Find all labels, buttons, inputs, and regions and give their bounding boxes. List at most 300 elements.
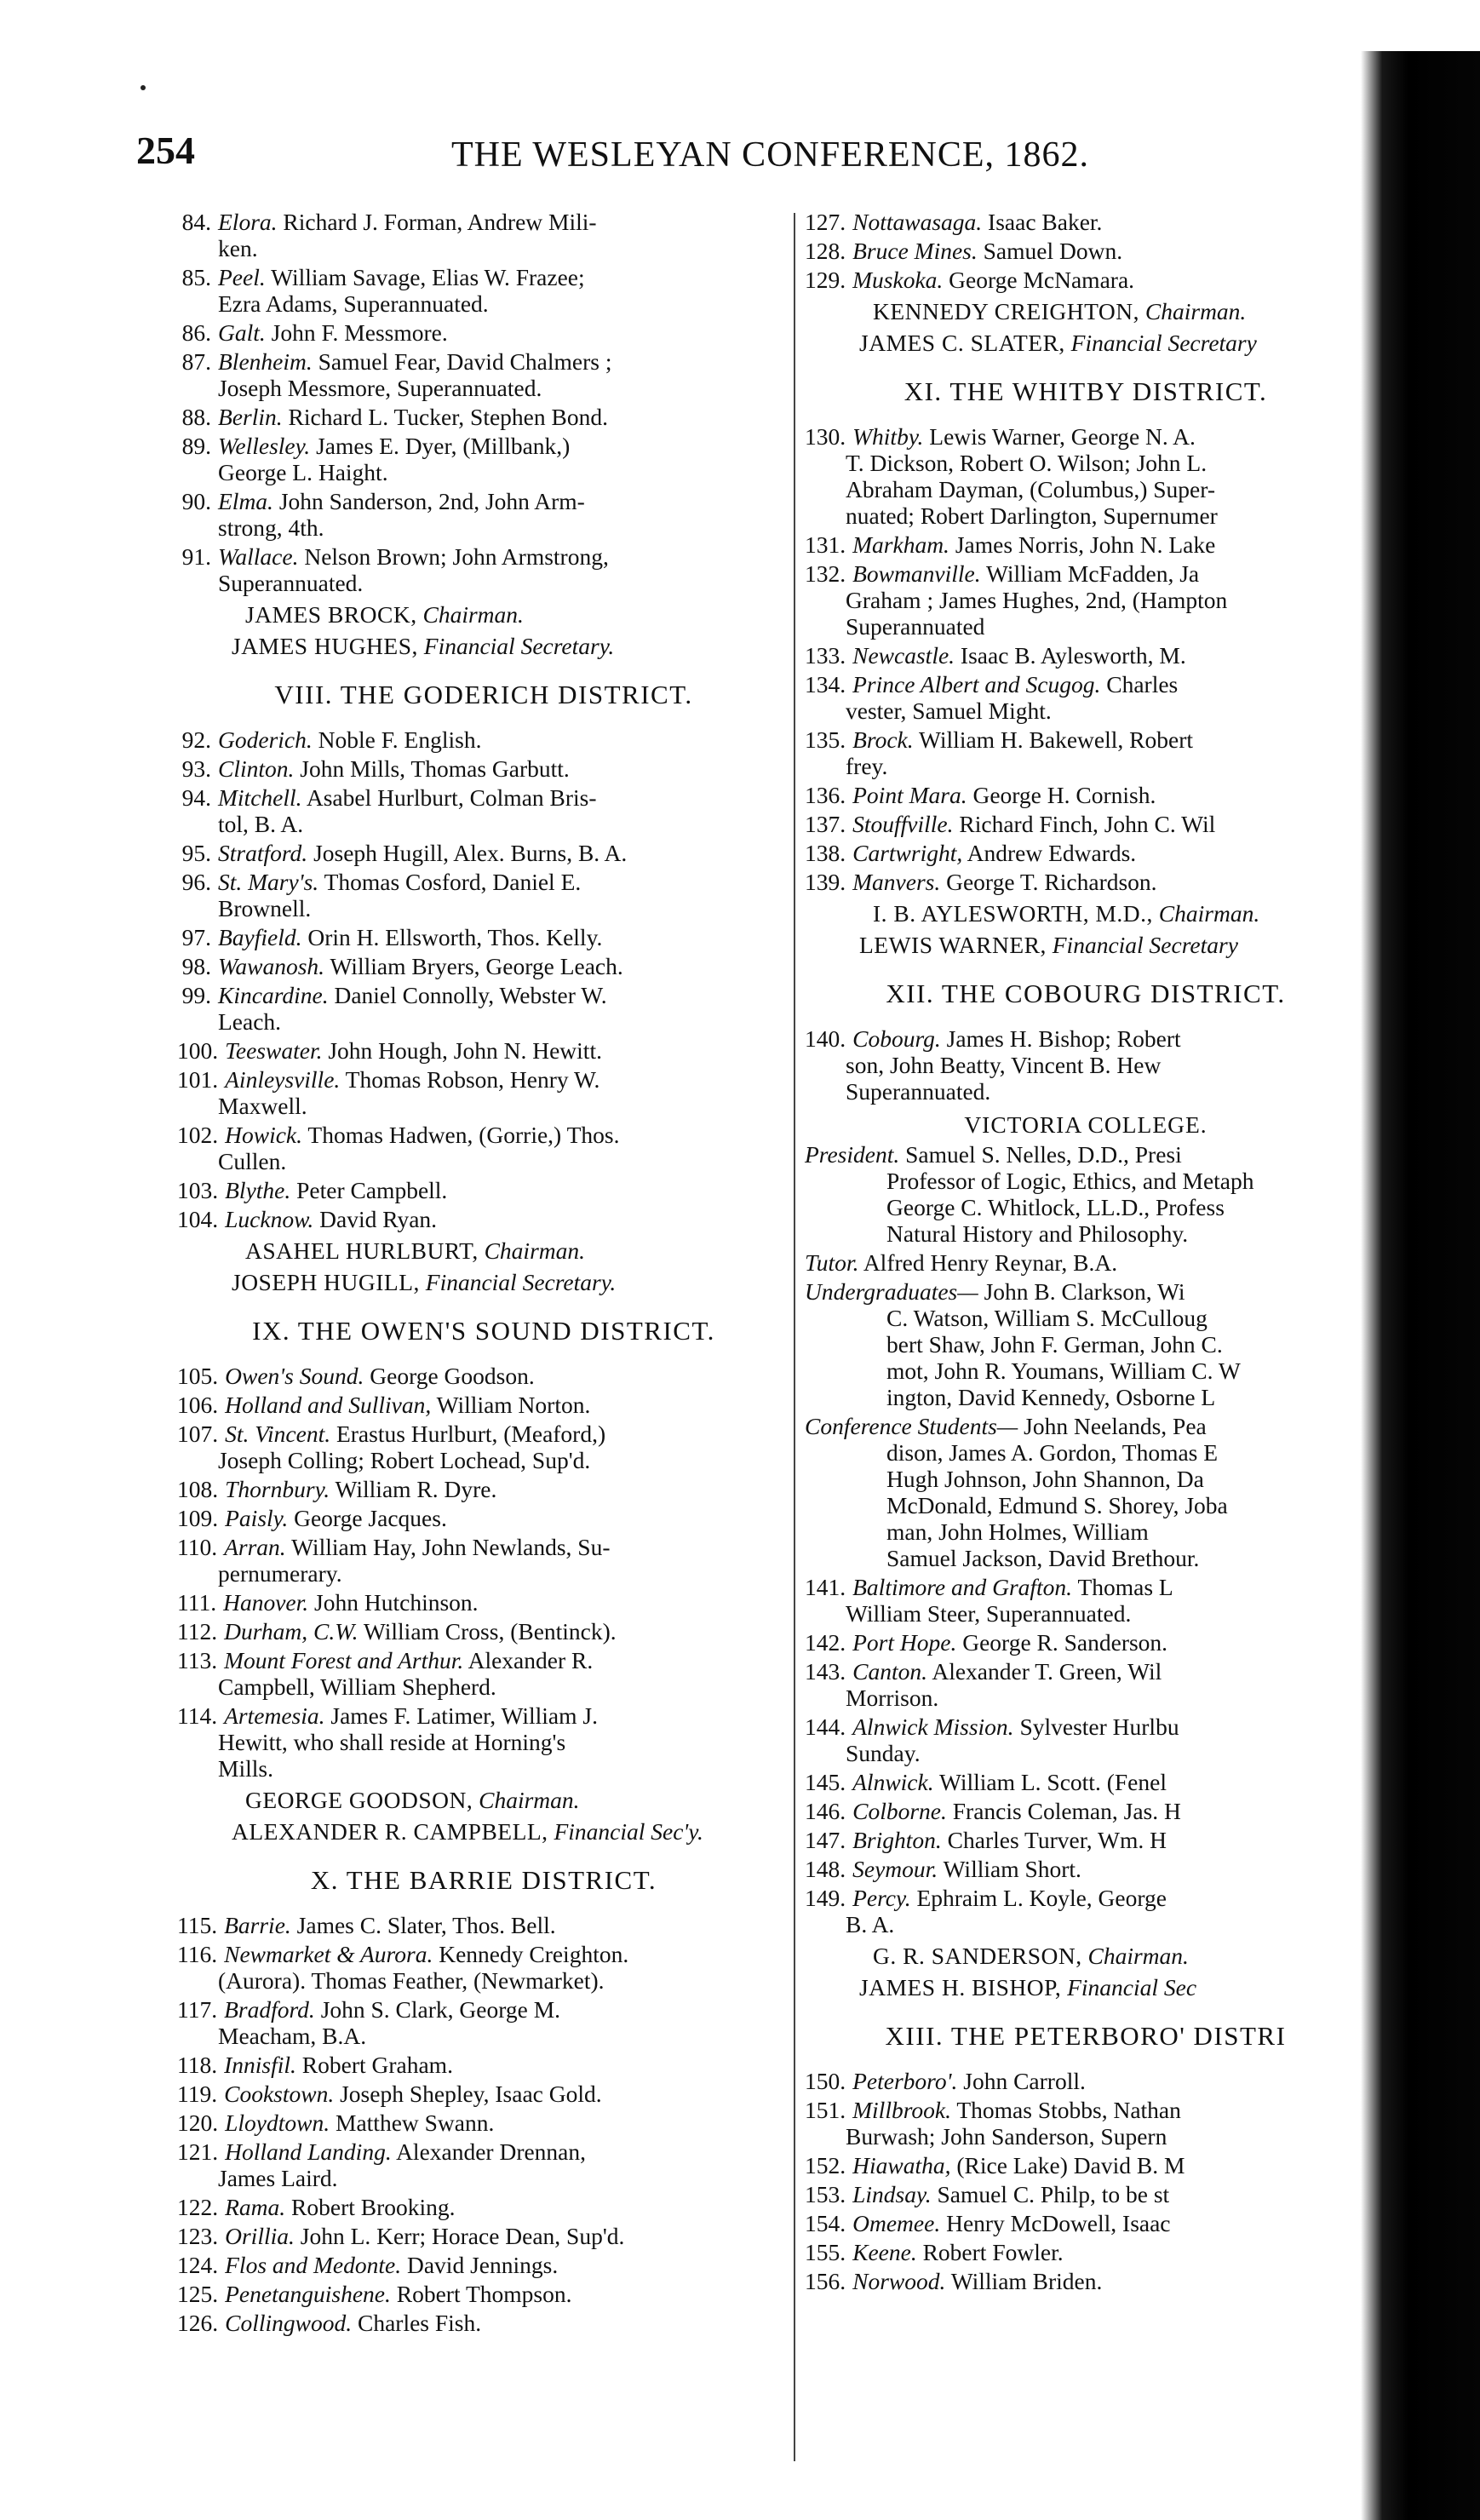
circuit-continuation: nuated; Robert Darlington, Supernumer — [846, 502, 1218, 529]
circuit-line — [805, 840, 1136, 866]
circuit-number: 106. — [177, 1392, 219, 1418]
circuit-line — [805, 726, 1193, 753]
circuit-entry — [177, 2194, 790, 2220]
circuit-entry — [805, 1574, 1367, 1627]
circuit-ministers: Joseph Shepley, Isaac Gold. — [340, 2081, 602, 2107]
circuit-number: 86. — [181, 319, 211, 346]
circuit-line — [177, 209, 597, 235]
officer-name: ALEXANDER R. CAMPBELL, — [232, 1818, 548, 1845]
circuit-continuation: pernumerary. — [218, 1560, 342, 1587]
circuit-entry — [177, 2110, 790, 2136]
circuit-number: 93. — [181, 755, 211, 782]
circuit-line — [805, 2268, 1102, 2294]
circuit-ministers: John Hutchinson. — [314, 1589, 479, 1616]
circuit-continuation: Superannuated — [846, 613, 985, 640]
circuit-continuation: vester, Samuel Might. — [846, 697, 1052, 724]
circuit-entry — [177, 953, 790, 979]
officer-role: Financial Sec'y. — [554, 1818, 703, 1845]
circuit-entry — [805, 1629, 1367, 1656]
circuit-entry — [177, 543, 790, 596]
circuit-entry — [177, 755, 790, 782]
officer-role: Financial Secretary — [1070, 330, 1257, 356]
circuit-place: Omemee. — [852, 2210, 941, 2236]
circuit-place: Hanover. — [223, 1589, 309, 1616]
circuit-entry — [805, 2181, 1367, 2207]
circuit-number: 96. — [181, 869, 211, 895]
circuit-ministers: George H. Cornish. — [972, 782, 1156, 808]
circuit-place: Newmarket & Aurora. — [224, 1941, 433, 1967]
circuit-line — [177, 319, 448, 346]
circuit-number: 143. — [805, 1658, 846, 1685]
right-column — [805, 209, 1367, 2297]
circuit-line — [805, 1769, 1167, 1795]
college-continuation: Natural History and Philosophy. — [886, 1220, 1189, 1247]
officer-name: G. R. SANDERSON, — [873, 1943, 1082, 1969]
officer-name: JAMES HUGHES, — [232, 633, 418, 659]
circuit-ministers: Charles Turver, Wm. H — [947, 1827, 1167, 1853]
circuit-number: 133. — [805, 642, 846, 669]
officer-role: Financial Secretary. — [425, 1269, 617, 1295]
circuit-ministers: Richard J. Forman, Andrew Mili- — [283, 209, 597, 235]
circuit-continuation: strong, 4th. — [218, 514, 324, 541]
circuit-line — [177, 1912, 556, 1938]
circuit-continuation: Graham ; James Hughes, 2nd, (Hampton — [846, 587, 1228, 613]
circuit-entry — [177, 209, 790, 261]
circuit-place: Hiawatha, — [852, 2152, 951, 2178]
circuit-entry — [805, 238, 1367, 264]
circuit-number: 138. — [805, 840, 846, 866]
circuit-line — [177, 924, 602, 950]
circuit-line — [177, 1363, 535, 1389]
circuit-place: Manvers. — [852, 869, 941, 895]
college-continuation: Professor of Logic, Ethics, and Metaph — [886, 1168, 1254, 1194]
college-role: Tutor. — [805, 1249, 859, 1276]
circuit-line — [177, 982, 607, 1008]
circuit-ministers: William R. Dyre. — [335, 1476, 497, 1502]
circuit-line — [805, 1713, 1179, 1740]
circuit-number: 136. — [805, 782, 846, 808]
circuit-continuation: frey. — [846, 753, 888, 779]
district-officer — [177, 1787, 790, 1813]
circuit-ministers: Noble F. English. — [318, 726, 482, 753]
circuit-place: Brock. — [852, 726, 914, 753]
district-officer — [805, 1943, 1367, 1969]
circuit-entry — [177, 1505, 790, 1531]
circuit-line — [177, 2281, 571, 2307]
circuit-ministers: Robert Graham. — [301, 2052, 453, 2078]
circuit-number: 113. — [177, 1647, 218, 1673]
college-names: Alfred Henry Reynar, B.A. — [863, 1249, 1118, 1276]
circuit-line — [805, 1798, 1181, 1824]
circuit-ministers: Thomas Hadwen, (Gorrie,) Thos. — [307, 1122, 620, 1148]
circuit-number: 100. — [177, 1037, 219, 1064]
circuit-entry — [805, 1798, 1367, 1824]
district-officer — [177, 601, 790, 628]
circuit-number: 104. — [177, 1206, 219, 1232]
circuit-place: Bradford. — [224, 1996, 315, 2023]
circuit-ministers: David Jennings. — [406, 2252, 559, 2278]
circuit-continuation: Meacham, B.A. — [218, 2023, 367, 2049]
circuit-line — [805, 811, 1215, 837]
circuit-ministers: Isaac B. Aylesworth, M. — [960, 642, 1186, 669]
circuit-place: Elora. — [218, 209, 278, 235]
circuit-entry — [805, 423, 1367, 529]
circuit-continuation: Superannuated. — [846, 1078, 991, 1105]
district-officer — [805, 298, 1367, 324]
circuit-line — [177, 2310, 481, 2336]
ink-speck — [141, 85, 146, 90]
college-names: Samuel S. Nelles, D.D., Presi — [905, 1141, 1182, 1168]
circuit-ministers: Thomas L — [1077, 1574, 1173, 1600]
circuit-place: Peterboro'. — [852, 2068, 958, 2094]
circuit-continuation: Brownell. — [218, 895, 312, 921]
circuit-number: 101. — [177, 1066, 219, 1093]
circuit-ministers: John Carroll. — [963, 2068, 1086, 2094]
circuit-number: 131. — [805, 531, 846, 558]
circuit-place: Millbrook. — [852, 2097, 951, 2123]
circuit-place: Lloydtown. — [225, 2110, 330, 2136]
circuit-number: 129. — [805, 267, 846, 293]
circuit-entry — [177, 840, 790, 866]
circuit-entry — [177, 1206, 790, 1232]
college-entry — [805, 1413, 1367, 1571]
circuit-number: 152. — [805, 2152, 846, 2178]
circuit-line — [177, 1996, 560, 2023]
officer-name: LEWIS WARNER, — [859, 932, 1047, 958]
district-officer — [805, 1974, 1367, 2001]
college-entry — [805, 1141, 1367, 1247]
college-names: John B. Clarkson, Wi — [984, 1278, 1185, 1305]
district-heading: X. THE BARRIE DISTRICT. — [310, 1865, 657, 1895]
officer-name: JAMES C. SLATER, — [859, 330, 1065, 356]
circuit-line — [177, 1702, 598, 1729]
district-officer — [805, 932, 1367, 958]
circuit-place: Baltimore and Grafton. — [852, 1574, 1073, 1600]
circuit-ministers: William Bryers, George Leach. — [330, 953, 623, 979]
circuit-ministers: Andrew Edwards. — [967, 840, 1137, 866]
circuit-number: 141. — [805, 1574, 846, 1600]
circuit-place: Kincardine. — [218, 982, 329, 1008]
circuit-continuation: Joseph Messmore, Superannuated. — [218, 375, 542, 401]
district-officer — [805, 330, 1367, 356]
circuit-line — [177, 433, 570, 459]
circuit-line — [177, 1122, 619, 1148]
circuit-entry — [177, 869, 790, 921]
circuit-number: 107. — [177, 1421, 219, 1447]
circuit-place: Port Hope. — [852, 1629, 957, 1656]
circuit-place: Bowmanville. — [852, 560, 981, 587]
district-heading: XI. THE WHITBY DISTRICT. — [903, 376, 1268, 406]
circuit-continuation: Superannuated. — [218, 570, 364, 596]
circuit-number: 135. — [805, 726, 846, 753]
college-role: Conference Students— — [805, 1413, 1018, 1439]
circuit-continuation: Hewitt, who shall reside at Horning's — [218, 1729, 566, 1755]
circuit-place: Artemesia. — [224, 1702, 325, 1729]
circuit-ministers: Alexander Drennan, — [396, 2138, 587, 2165]
circuit-entry — [177, 1363, 790, 1389]
circuit-continuation: William Steer, Superannuated. — [846, 1600, 1132, 1627]
circuit-entry — [177, 404, 790, 430]
circuit-ministers: Richard L. Tucker, Stephen Bond. — [288, 404, 608, 430]
circuit-place: Holland and Sullivan, — [225, 1392, 432, 1418]
circuit-line — [177, 2194, 456, 2220]
circuit-line — [805, 2239, 1064, 2265]
circuit-place: Wawanosh. — [218, 953, 325, 979]
officer-name: KENNEDY CREIGHTON, — [873, 298, 1140, 324]
circuit-entry — [805, 1025, 1367, 1105]
circuit-number: 139. — [805, 869, 846, 895]
circuit-ministers: George T. Richardson. — [946, 869, 1157, 895]
circuit-ministers: Isaac Baker. — [988, 209, 1103, 235]
circuit-entry — [177, 2281, 790, 2307]
circuit-ministers: William Short. — [943, 1856, 1081, 1882]
circuit-entry — [805, 2268, 1367, 2294]
circuit-number: 112. — [177, 1618, 218, 1645]
circuit-number: 115. — [177, 1912, 218, 1938]
circuit-place: Norwood. — [852, 2268, 946, 2294]
circuit-place: Cobourg. — [852, 1025, 941, 1052]
circuit-number: 155. — [805, 2239, 846, 2265]
district-heading: VIII. THE GODERICH DISTRICT. — [274, 680, 693, 709]
circuit-line — [177, 1941, 628, 1967]
circuit-line — [177, 1421, 605, 1447]
circuit-place: Lindsay. — [852, 2181, 932, 2207]
circuit-entry — [177, 1122, 790, 1174]
circuit-line — [177, 404, 608, 430]
circuit-line — [805, 2068, 1086, 2094]
circuit-ministers: William L. Scott. (Fenel — [938, 1769, 1167, 1795]
circuit-ministers: Samuel Down. — [983, 238, 1123, 264]
circuit-line — [805, 267, 1134, 293]
circuit-ministers: William Hay, John Newlands, Su- — [291, 1534, 611, 1560]
circuit-ministers: Francis Coleman, Jas. H — [952, 1798, 1181, 1824]
district-heading: XII. THE COBOURG DISTRICT. — [886, 979, 1286, 1008]
circuit-number: 130. — [805, 423, 846, 450]
circuit-place: Cookstown. — [224, 2081, 335, 2107]
circuit-place: Owen's Sound. — [225, 1363, 364, 1389]
circuit-place: Rama. — [225, 2194, 286, 2220]
circuit-line — [177, 784, 597, 811]
circuit-place: Arran. — [224, 1534, 286, 1560]
circuit-line — [805, 671, 1178, 697]
circuit-number: 156. — [805, 2268, 846, 2294]
circuit-number: 98. — [181, 953, 211, 979]
circuit-place: Alnwick Mission. — [852, 1713, 1014, 1740]
circuit-continuation: son, John Beatty, Vincent B. Hew — [846, 1052, 1162, 1078]
circuit-place: Point Mara. — [852, 782, 967, 808]
circuit-entry — [177, 2223, 790, 2249]
circuit-line — [177, 264, 585, 290]
circuit-continuation: George L. Haight. — [218, 459, 388, 485]
circuit-number: 119. — [177, 2081, 218, 2107]
circuit-line — [177, 2223, 624, 2249]
circuit-entry — [805, 1713, 1367, 1766]
circuit-place: Collingwood. — [225, 2310, 353, 2336]
circuit-entry — [177, 1177, 790, 1203]
circuit-line — [805, 642, 1186, 669]
circuit-entry — [177, 1647, 790, 1700]
circuit-ministers: Charles — [1106, 671, 1179, 697]
circuit-line — [177, 488, 585, 514]
circuit-entry — [805, 531, 1367, 558]
college-continuation: bert Shaw, John F. German, John C. — [886, 1331, 1223, 1358]
circuit-entry — [805, 869, 1367, 895]
circuit-entry — [805, 1769, 1367, 1795]
circuit-entry — [177, 1476, 790, 1502]
circuit-entry — [177, 1618, 790, 1645]
circuit-entry — [805, 811, 1367, 837]
running-title: THE WESLEYAN CONFERENCE, 1862. — [451, 135, 1090, 175]
circuit-number: 105. — [177, 1363, 219, 1389]
circuit-number: 109. — [177, 1505, 219, 1531]
circuit-place: Teeswater. — [225, 1037, 323, 1064]
circuit-number: 137. — [805, 811, 846, 837]
circuit-line — [177, 869, 581, 895]
circuit-line — [805, 1856, 1081, 1882]
circuit-line — [805, 1885, 1167, 1911]
officer-name: ASAHEL HURLBURT, — [245, 1237, 479, 1264]
circuit-number: 145. — [805, 1769, 846, 1795]
circuit-place: Berlin. — [218, 404, 283, 430]
circuit-ministers: (Rice Lake) David B. M — [956, 2152, 1185, 2178]
district-officer — [177, 1237, 790, 1264]
circuit-line — [805, 531, 1215, 558]
left-column — [177, 209, 790, 2339]
circuit-continuation: tol, B. A. — [218, 811, 304, 837]
circuit-entry — [177, 1392, 790, 1418]
circuit-entry — [805, 1658, 1367, 1711]
circuit-entry — [805, 2068, 1367, 2094]
circuit-ministers: Thomas Stobbs, Nathan — [956, 2097, 1181, 2123]
circuit-line — [177, 755, 570, 782]
circuit-ministers: Daniel Connolly, Webster W. — [334, 982, 607, 1008]
circuit-line — [805, 423, 1196, 450]
circuit-place: Barrie. — [224, 1912, 291, 1938]
circuit-place: Blenheim. — [218, 348, 313, 375]
circuit-line — [805, 1827, 1167, 1853]
circuit-number: 142. — [805, 1629, 846, 1656]
circuit-entry — [177, 784, 790, 837]
college-continuation: George C. Whitlock, LL.D., Profess — [886, 1194, 1225, 1220]
circuit-line — [177, 1206, 437, 1232]
circuit-continuation: Leach. — [218, 1008, 282, 1035]
circuit-place: Stratford. — [218, 840, 308, 866]
circuit-place: Ainleysville. — [225, 1066, 341, 1093]
circuit-line — [805, 2152, 1185, 2178]
circuit-place: Colborne. — [852, 1798, 947, 1824]
circuit-entry — [177, 348, 790, 401]
circuit-line — [805, 560, 1199, 587]
circuit-line — [805, 2210, 1171, 2236]
circuit-place: Keene. — [852, 2239, 917, 2265]
circuit-number: 118. — [177, 2052, 218, 2078]
circuit-number: 91. — [181, 543, 211, 570]
district-officer — [805, 900, 1367, 927]
circuit-ministers: Nelson Brown; John Armstrong, — [304, 543, 609, 570]
circuit-place: Penetanguishene. — [225, 2281, 391, 2307]
circuit-line — [177, 348, 611, 375]
circuit-entry — [805, 2097, 1367, 2150]
officer-role: Chairman. — [1087, 1943, 1189, 1969]
college-heading: VICTORIA COLLEGE. — [964, 1111, 1208, 1138]
circuit-continuation: Campbell, William Shepherd. — [218, 1673, 496, 1700]
circuit-line — [177, 953, 623, 979]
circuit-ministers: Robert Brooking. — [291, 2194, 456, 2220]
circuit-line — [177, 1505, 447, 1531]
circuit-line — [177, 1647, 593, 1673]
circuit-place: Goderich. — [218, 726, 313, 753]
circuit-ministers: George McNamara. — [949, 267, 1135, 293]
circuit-continuation: Ezra Adams, Superannuated. — [218, 290, 489, 317]
college-continuation: mot, John R. Youmans, William C. W — [886, 1358, 1241, 1384]
circuit-ministers: Thomas Robson, Henry W. — [345, 1066, 600, 1093]
circuit-number: 95. — [181, 840, 211, 866]
circuit-entry — [805, 1827, 1367, 1853]
circuit-place: Lucknow. — [225, 1206, 314, 1232]
circuit-number: 103. — [177, 1177, 219, 1203]
circuit-ministers: James F. Latimer, William J. — [330, 1702, 598, 1729]
circuit-place: Orillia. — [225, 2223, 295, 2249]
circuit-number: 94. — [181, 784, 211, 811]
circuit-ministers: William McFadden, Ja — [985, 560, 1200, 587]
circuit-number: 144. — [805, 1713, 846, 1740]
circuit-entry — [805, 840, 1367, 866]
circuit-entry — [177, 433, 790, 485]
circuit-entry — [805, 726, 1367, 779]
page-number: 254 — [136, 129, 195, 172]
circuit-place: Canton. — [852, 1658, 927, 1685]
binding-shadow — [1361, 51, 1480, 2520]
circuit-ministers: Robert Fowler. — [922, 2239, 1064, 2265]
circuit-place: Innisfil. — [224, 2052, 296, 2078]
circuit-ministers: George Goodson. — [370, 1363, 535, 1389]
column-divider — [794, 213, 795, 2461]
college-entry — [805, 1278, 1367, 1410]
circuit-ministers: Erastus Hurlburt, (Meaford,) — [336, 1421, 606, 1447]
circuit-ministers: Samuel C. Philp, to be st — [937, 2181, 1170, 2207]
college-continuation: C. Watson, William S. McCulloug — [886, 1305, 1208, 1331]
circuit-place: Whitby. — [852, 423, 924, 450]
circuit-number: 108. — [177, 1476, 219, 1502]
circuit-ministers: George Jacques. — [294, 1505, 447, 1531]
circuit-number: 117. — [177, 1996, 218, 2023]
circuit-ministers: Matthew Swann. — [336, 2110, 495, 2136]
college-continuation: Hugh Johnson, John Shannon, Da — [886, 1466, 1204, 1492]
officer-role: Chairman. — [479, 1787, 580, 1813]
circuit-place: Howick. — [225, 1122, 303, 1148]
officer-name: JOSEPH HUGILL, — [232, 1269, 420, 1295]
circuit-ministers: Kennedy Creighton. — [439, 1941, 629, 1967]
circuit-entry — [805, 2152, 1367, 2178]
circuit-continuation: Burwash; John Sanderson, Supern — [846, 2123, 1167, 2150]
college-names: John Neelands, Pea — [1024, 1413, 1207, 1439]
circuit-ministers: William H. Bakewell, Robert — [919, 726, 1193, 753]
circuit-entry — [177, 924, 790, 950]
circuit-number: 128. — [805, 238, 846, 264]
circuit-number: 122. — [177, 2194, 219, 2220]
circuit-line — [805, 869, 1157, 895]
circuit-line — [177, 1618, 617, 1645]
circuit-ministers: William Norton. — [436, 1392, 591, 1418]
circuit-place: Cartwright, — [852, 840, 963, 866]
circuit-entry — [177, 1912, 790, 1938]
officer-name: JAMES H. BISHOP, — [859, 1974, 1062, 2001]
circuit-number: 124. — [177, 2252, 219, 2278]
circuit-entry — [177, 1941, 790, 1994]
circuit-entry — [177, 264, 790, 317]
circuit-number: 85. — [181, 264, 211, 290]
officer-name: JAMES BROCK, — [245, 601, 417, 628]
